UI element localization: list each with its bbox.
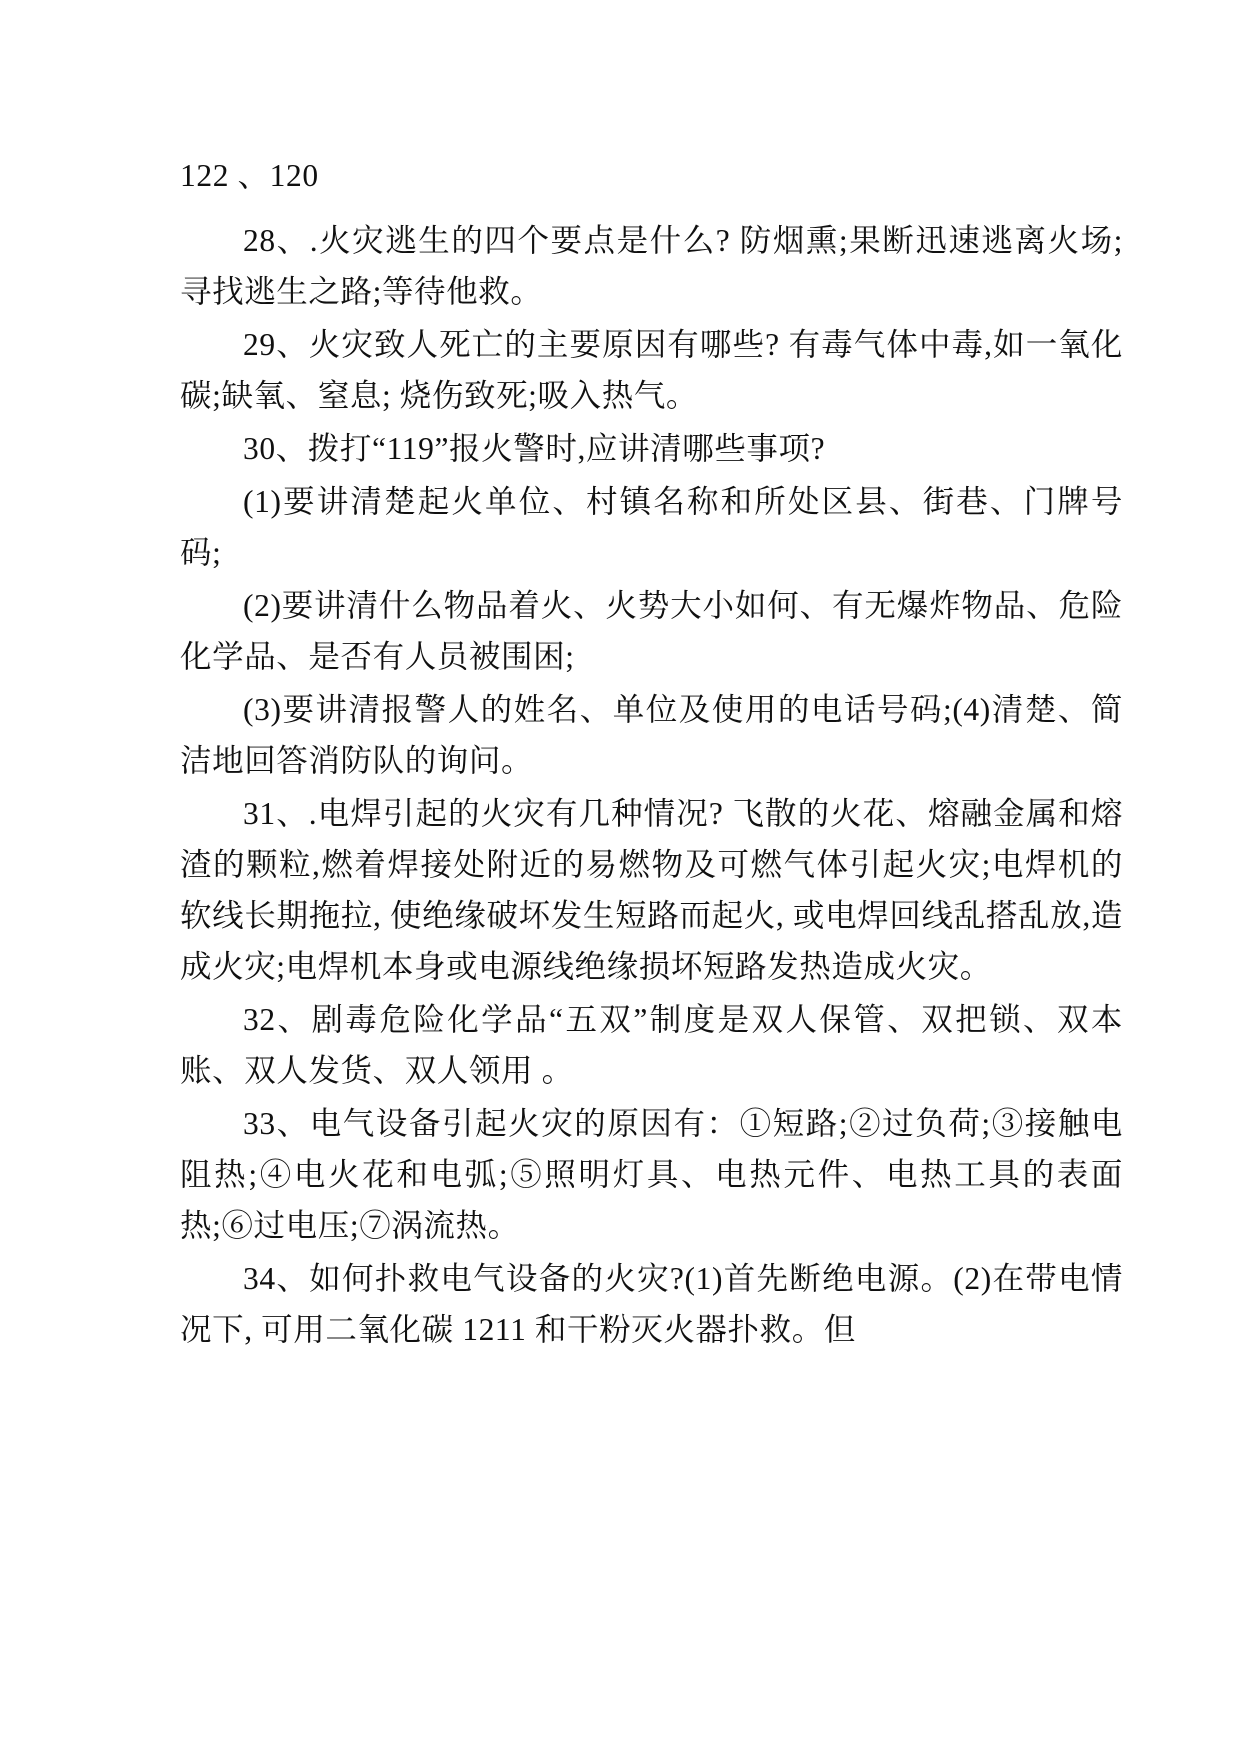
paragraph-q34: 34、如何扑救电气设备的火灾?(1)首先断绝电源。(2)在带电情况下, 可用二氧化碳 1211 和干粉灭火器扑救。但 (180, 1261, 1123, 1348)
paragraph-q33: 33、电气设备引起火灾的原因有：①短路;②过负荷;③接触电阻热;④电火花和电弧;⑤照明灯具、电热元件、电热工具的表面热;⑥过电压;⑦涡流热。 (180, 1106, 1123, 1244)
paragraph-q30-item-1: (1)要讲清楚起火单位、村镇名称和所处区县、街巷、门牌号码; (180, 484, 1123, 571)
paragraph-q30-item-2: (2)要讲清什么物品着火、火势大小如何、有无爆炸物品、危险化学品、是否有人员被围困; (180, 588, 1123, 675)
document-body (180, 150, 1123, 1355)
paragraph-header-numbers: 122 、120 (180, 158, 319, 193)
paragraph-q29: 29、火灾致人死亡的主要原因有哪些? 有毒气体中毒,如一氧化碳;缺氧、窒息; 烧伤致死;吸入热气。 (180, 327, 1123, 414)
paragraph-q31: 31、.电焊引起的火灾有几种情况? 飞散的火花、熔融金属和熔渣的颗粒,燃着焊接处附近的易燃物及可燃气体引起火灾;电焊机的软线长期拖拉, 使绝缘破坏发生短路而起火, 或电焊回线乱搭乱放,造成火灾;电焊机本身或电源线绝缘损坏短路发热造成火灾。 (180, 796, 1123, 985)
paragraph-q32: 32、剧毒危险化学品“五双”制度是双人保管、双把锁、双本账、双人发货、双人领用 。 (180, 1002, 1123, 1089)
paragraph-q28: 28、.火灾逃生的四个要点是什么? 防烟熏;果断迅速逃离火场;寻找逃生之路;等待他救。 (180, 223, 1123, 310)
paragraph-q30: 30、拨打“119”报火警时,应讲清哪些事项? (243, 431, 826, 467)
paragraph-q30-item-3: (3)要讲清报警人的姓名、单位及使用的电话号码;(4)清楚、简洁地回答消防队的询问。 (180, 692, 1123, 779)
